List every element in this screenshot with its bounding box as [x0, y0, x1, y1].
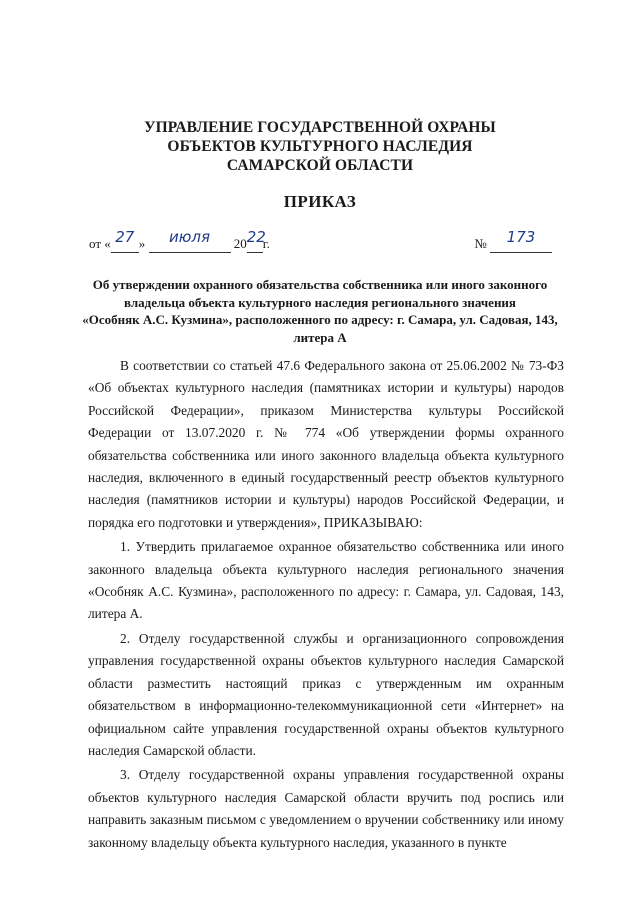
- date-month: июля: [169, 228, 211, 246]
- subject-line-3: «Особняк А.С. Кузмина», расположенного по адресу: г. Самара, ул. Садовая, 143,: [82, 312, 558, 327]
- item-2-paragraph: 2. Отделу государственной службы и организационного сопровождения управления государственной охраны объектов культурного наследия Самарской области разместить настоящий приказ с утвержденным им охранным обязательством в информационно-телекоммуникационной сети «Интернет» на официальном сайте управления государственной охраны объектов культурного наследия Самарской области.: [88, 630, 564, 758]
- date-year: 22: [246, 228, 266, 246]
- document-title: ПРИКАЗ: [283, 192, 357, 211]
- item-3-paragraph: 3. Отделу государственной охраны управления государственной охраны объектов культурного наследия Самарской области вручить под роспись или направить заказным письмом с уведомлением о вручении собственнику или иному законному владельцу объекта культурного наследия, указанного в пункте: [88, 767, 564, 850]
- date-month-field: [149, 228, 231, 253]
- date-day: 27: [115, 228, 135, 246]
- date-year-prefix: 20: [233, 236, 247, 251]
- preamble-paragraph: В соответствии со статьей 47.6 Федерального закона от 25.06.2002 № 73-ФЗ «Об объектах культурного наследия (памятниках истории и культуры) народов Российской Федерации», приказом Министерства культуры Российской Федерации от 13.07.2020 г. № 774 «Об утверждении формы охранного обязательства собственника или иного законного владельца объекта культурного наследия, включенного в единый государственный реестр объектов культурного наследия (памятников истории и культуры) народов Российской Федерации, и порядка его подготовки и утверждения», ПРИКАЗЫВАЮ:: [88, 358, 564, 530]
- item-1-paragraph: 1. Утвердить прилагаемое охранное обязательство собственника или иного законного владельца объекта культурного наследия регионального значения «Особняк А.С. Кузмина», расположенного по адресу: г. Самара, ул. Садовая, 143, литера А.: [88, 539, 564, 622]
- subject-line-4: литера А: [293, 329, 347, 345]
- order-body: [88, 355, 564, 856]
- agency-header: [0, 118, 640, 175]
- date-mid: »: [138, 236, 146, 251]
- order-subject: [60, 276, 580, 346]
- date-prefix: от «: [89, 236, 111, 251]
- header-line-3: САМАРСКОЙ ОБЛАСТИ: [226, 157, 414, 174]
- subject-line-2: владельца объекта культурного наследия регионального значения: [124, 294, 516, 310]
- date-day-field: [111, 228, 139, 253]
- date-number-row: [89, 226, 552, 252]
- number-field: [490, 228, 552, 253]
- header-line-1: УПРАВЛЕНИЕ ГОСУДАРСТВЕННОЙ ОХРАНЫ: [144, 119, 496, 136]
- date-suffix: г.: [262, 236, 270, 251]
- subject-line-1: Об утверждении охранного обязательства собственника или иного законного: [92, 277, 548, 292]
- order-date: [89, 228, 270, 253]
- header-line-2: ОБЪЕКТОВ КУЛЬТУРНОГО НАСЛЕДИЯ: [167, 138, 473, 155]
- order-number: [474, 228, 552, 253]
- number-value: 173: [506, 228, 536, 246]
- number-label: №: [474, 236, 487, 251]
- date-year-field: [246, 228, 266, 253]
